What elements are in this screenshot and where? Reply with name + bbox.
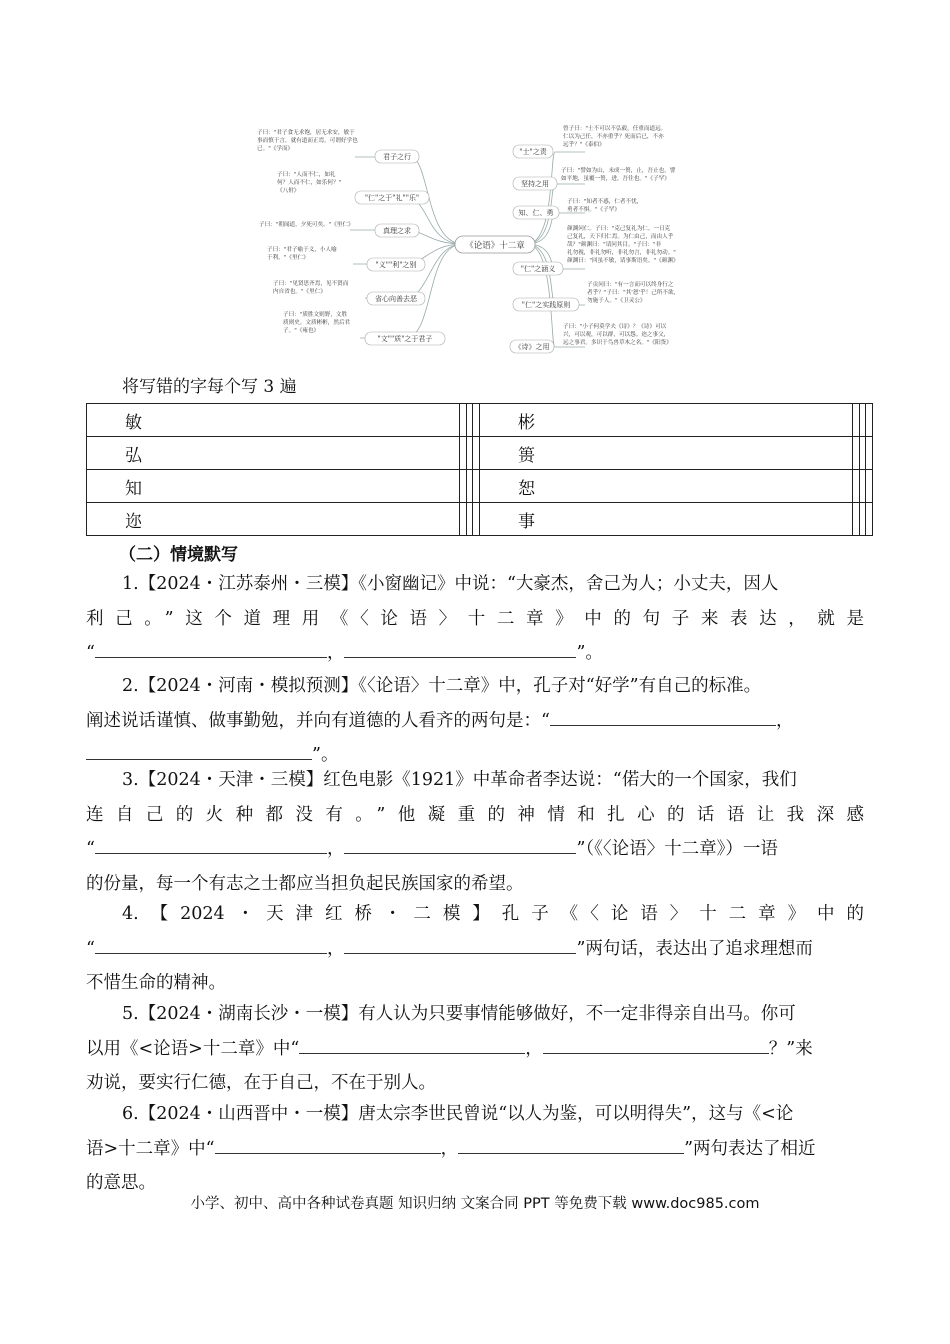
mindmap-node-left: 真理之求 (383, 227, 411, 235)
question-text: 利己。”这个道理用《〈论语〉十二章》中的句子来表达，就是 (86, 608, 864, 629)
mindmap-quote-line: 子。"《雍也》 (283, 328, 320, 334)
question-text: 5.【2024・湖南长沙・一模】有人认为只要事情能够做好，不一定非得亲自出马。你可 (122, 1004, 796, 1024)
writing-cell[interactable] (853, 404, 860, 437)
answer-line (86, 636, 864, 671)
quote-mark: “ (86, 643, 95, 663)
writing-cell[interactable] (853, 470, 860, 503)
mindmap-node-right: 知、仁、勇 (518, 209, 554, 217)
mindmap-quote-line: 远之事君。多识于鸟兽草木之名。"《阳货》 (563, 340, 672, 346)
mindmap-node-left: "文""质"之于君子 (377, 335, 433, 343)
writing-cell[interactable] (473, 404, 480, 437)
question-text: 阐述说话谨慎、做事勤勉，并向有道德的人看齐的两句是：“ (86, 710, 550, 731)
answer-line (86, 1132, 864, 1167)
question-text: ”两句话，表达出了追求理想而 (576, 938, 813, 959)
writing-cell[interactable] (866, 503, 873, 536)
writing-cell[interactable] (859, 404, 866, 437)
quote-mark: “ (86, 938, 95, 959)
quote-close: ”。 (576, 643, 603, 663)
comma: ， (326, 938, 345, 959)
question-text: 的份量，每一个有志之士都应当担负起民族国家的希望。 (86, 873, 524, 894)
table-row (87, 503, 873, 536)
mindmap-quote-line: 颜渊问仁。子曰："克己复礼为仁。一日克 (567, 226, 671, 232)
writing-cell[interactable] (460, 437, 467, 470)
question-6 (86, 1097, 864, 1201)
mindmap-quote-line: 事而慎于言，就有道而正焉，可谓好学也 (257, 138, 358, 144)
answer-blank[interactable] (344, 935, 576, 954)
practice-char: 敏 (87, 404, 460, 437)
practice-char: 迩 (87, 503, 460, 536)
practice-char: 事 (479, 503, 852, 536)
question-4 (86, 897, 864, 1001)
answer-blank[interactable] (95, 639, 327, 658)
comma: ， (326, 643, 345, 663)
practice-char: 知 (87, 470, 460, 503)
mindmap-figure (255, 117, 731, 357)
mindmap-node-left: "义""利"之别 (375, 261, 417, 269)
mindmap-quote-line: 子曰："君子喻于义，小人喻 (267, 247, 337, 253)
question-text: 以用《<论语>十二章》中“ (86, 1038, 300, 1059)
mindmap-node-right: 坚持之用 (521, 180, 549, 188)
mindmap-node-right: "士"之责 (519, 148, 547, 156)
question-text: 语>十二章》中“ (86, 1138, 215, 1159)
answer-blank[interactable] (95, 935, 327, 954)
answer-line (86, 704, 864, 739)
answer-blank[interactable] (458, 1135, 684, 1154)
mindmap-quote-line: 质则史。文质彬彬，然后君 (283, 320, 351, 326)
writing-cell[interactable] (859, 503, 866, 536)
table-row (87, 437, 873, 470)
mindmap-quote-line: 已。"《学而》 (257, 146, 294, 152)
mindmap-node-left: 君子之行 (383, 153, 411, 161)
question-3 (86, 763, 864, 901)
mindmap-quote-line: 子曰："小子何莫学夫《诗》？《诗》可以 (563, 324, 667, 330)
writing-cell[interactable] (866, 404, 873, 437)
answer-blank[interactable] (215, 1135, 441, 1154)
question-text: 劝说，要实行仁德，在于自己，不在于别人。 (86, 1073, 436, 1093)
mindmap-quote-line: 仁以为己任，不亦重乎？死而后已，不亦 (563, 134, 664, 140)
mindmap-quote-line: 子贡问曰："有一言而可以终身行之 (587, 282, 674, 288)
comma: ， (775, 710, 794, 731)
mindmap-quote-line: 曾子曰："士不可以不弘毅，任重而道远。 (563, 126, 667, 132)
page-footer: 小学、初中、高中各种试卷真题 知识归纳 文案合同 PPT 等免费下载 www.doc985.com (190, 1196, 760, 1212)
comma: ， (525, 1038, 543, 1059)
mindmap-quote-line: 兴，可以观，可以群，可以怨。迩之事父， (563, 332, 670, 338)
writing-cell[interactable] (466, 404, 473, 437)
mindmap-quote-line: 于利。"《里仁》 (267, 255, 309, 261)
practice-table (86, 403, 873, 536)
writing-cell[interactable] (460, 503, 467, 536)
table-row (87, 404, 873, 437)
question-text: ？”来 (768, 1038, 813, 1059)
mindmap-quote-line: 礼勿视，非礼勿听，非礼勿言，非礼勿动。" (567, 250, 676, 256)
writing-cell[interactable] (866, 470, 873, 503)
mindmap-quote-line: 勇者不惧。"《子罕》 (567, 207, 620, 213)
mindmap-quote-line: 者乎？"子曰："其'恕'乎！己所不欲， (587, 290, 680, 296)
mindmap-quote-line: 子曰："朝闻道，夕死可矣。"《里仁》 (259, 222, 354, 228)
question-text: 的意思。 (86, 1173, 156, 1193)
mindmap-quote-line: 内自省也。"《里仁》 (273, 289, 326, 295)
question-text: 1.【2024・江苏泰州・三模】《小窗幽记》中说：“大豪杰，舍己为人；小丈夫，因人 (122, 574, 779, 594)
mindmap-node-left: 省心向善去恶 (375, 295, 417, 303)
mindmap-quote-line: 子曰："知者不惑，仁者不忧， (567, 199, 643, 205)
practice-instruction: 将写错的字每个写 3 遍 (122, 377, 297, 397)
answer-line (86, 1032, 864, 1067)
mindmap-node-right: "仁"之实践原则 (521, 301, 571, 309)
writing-cell[interactable] (859, 437, 866, 470)
writing-cell[interactable] (473, 437, 480, 470)
quote-close: ”。 (312, 745, 339, 765)
question-1 (86, 567, 864, 671)
answer-blank[interactable] (550, 707, 776, 726)
mindmap-quote-line: 子曰："君子食无求饱，居无求安，敏于 (257, 130, 355, 136)
comma: ， (440, 1138, 459, 1159)
answer-blank[interactable] (344, 835, 576, 854)
question-text: 4.【2024・天津红桥・二模】孔子《〈论语〉十二章》中的 (122, 904, 864, 924)
writing-cell[interactable] (466, 437, 473, 470)
writing-cell[interactable] (866, 437, 873, 470)
writing-cell[interactable] (853, 437, 860, 470)
writing-cell[interactable] (853, 503, 860, 536)
mindmap-quote-line: 颜渊曰："回虽不敏，请事斯语矣。"《颜渊》 (567, 258, 679, 264)
answer-blank[interactable] (543, 1035, 769, 1054)
question-text: 3.【2024・天津・三模】红色电影《1921》中革命者李达说：“偌大的一个国家，我们 (122, 770, 797, 790)
question-text: 2.【2024・河南・模拟预测】《〈论语〉十二章》中，孔子对“好学”有自己的标准。 (122, 676, 762, 696)
answer-blank[interactable] (344, 639, 576, 658)
mindmap-node-right: "仁"之涵义 (520, 265, 556, 273)
mindmap-quote-line: 子曰："见贤思齐焉，见不贤而 (273, 281, 349, 287)
answer-blank[interactable] (86, 741, 312, 760)
table-row (87, 470, 873, 503)
mindmap-node-right: 《诗》之用 (514, 343, 550, 351)
practice-char: 弘 (87, 437, 460, 470)
mindmap-node-left: "仁"之于"礼""乐" (364, 194, 420, 202)
writing-cell[interactable] (473, 503, 480, 536)
answer-blank[interactable] (299, 1035, 525, 1054)
mindmap-quote-line: 己复礼，天下归仁焉。为仁由己，而由人乎 (567, 234, 674, 240)
writing-cell[interactable] (859, 470, 866, 503)
question-text: 不惜生命的精神。 (86, 973, 226, 993)
answer-line (86, 832, 864, 867)
writing-cell[interactable] (460, 470, 467, 503)
mindmap-quote-line: 子曰："人而不仁，如礼 (277, 172, 336, 178)
practice-char: 恕 (479, 470, 852, 503)
practice-char: 彬 (479, 404, 852, 437)
question-text: 连自己的火种都没有。”他凝重的神情和扎心的话语让我深感 (86, 804, 864, 825)
answer-line (86, 932, 864, 967)
writing-cell[interactable] (473, 470, 480, 503)
practice-char: 篑 (479, 437, 852, 470)
mindmap-quote-line: 哉？"颜渊曰："请问其目。"子曰："非 (567, 242, 662, 248)
mindmap-quote-line: 子曰："质胜文则野，文胜 (283, 312, 348, 318)
mindmap-quote-line: 如平地，虽覆一篑，进，吾往也。"《子罕》 (561, 176, 670, 182)
comma: ， (326, 839, 345, 859)
quote-mark: “ (86, 839, 95, 859)
answer-blank[interactable] (95, 835, 327, 854)
question-text: ”两句表达了相近 (684, 1138, 816, 1159)
mindmap-quote-line: 何？人而不仁，如乐何？" (277, 180, 342, 186)
question-text: 6.【2024・山西晋中・一模】唐太宗李世民曾说“以人为鉴，可以明得失”，这与《<论 (122, 1104, 794, 1124)
section-title: （二）情境默写 (119, 545, 238, 565)
question-5 (86, 997, 864, 1101)
writing-cell[interactable] (460, 404, 467, 437)
mindmap-quote-line: 勿施于人。"《卫灵公》 (587, 298, 646, 304)
writing-cell[interactable] (466, 503, 473, 536)
mindmap-quote-line: 子曰："譬如为山，未成一篑，止，吾止也。譬 (561, 168, 676, 174)
question-2 (86, 669, 864, 773)
mindmap-center: 《论语》十二章 (465, 241, 525, 251)
mindmap-quote-line: 远乎？"《泰伯》 (563, 142, 605, 148)
writing-cell[interactable] (466, 470, 473, 503)
question-text: ”（《〈论语〉十二章》）一语 (576, 839, 778, 859)
mindmap-quote-line: 《八佾》 (277, 188, 300, 194)
